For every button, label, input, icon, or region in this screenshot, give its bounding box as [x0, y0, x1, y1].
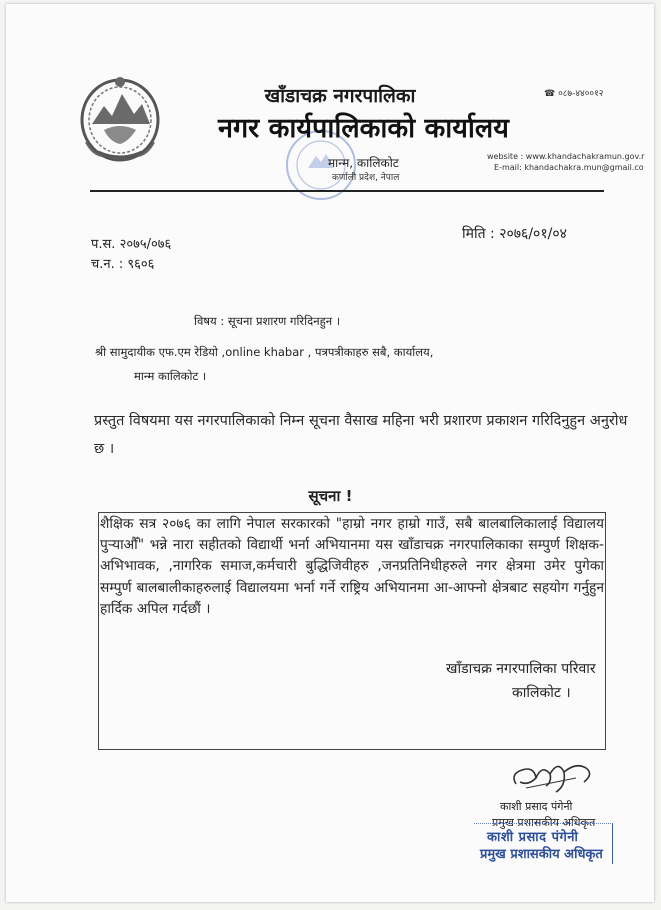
email: E-mail: khandachakra.mun@gmail.co [494, 163, 644, 172]
nepal-emblem-icon [78, 72, 162, 164]
recipient-line-2: मान्म कालिकोट । [134, 369, 207, 383]
phone-number: ☎ ०८७-४४००१२ [544, 89, 604, 99]
letter-date: मिति : २०७६/०१/०४ [462, 226, 567, 242]
patra-sankhya: प.स. २०७५/०७६ [91, 237, 172, 252]
address-line-1: मान्म, कालिकोट [328, 156, 399, 170]
office-name: नगर कार्यपालिकाको कार्यालय [218, 113, 509, 144]
body-paragraph: प्रस्तुत विषयमा यस नगरपालिकाको निम्न सूचना वैसाख महिना भरी प्रशारण प्रकाशन गरिदिनुहुन अनुरोध छ । [94, 413, 628, 457]
stamp-name: काशी प्रसाद पंगेनी [487, 830, 579, 845]
signatory-title: प्रमुख प्रशासकीय अधिकृत [492, 816, 596, 829]
recipient-line-1: श्री सामुदायीक एफ.एम रेडियो ,online khabar , पत्रपत्रीकाहरु सबै, कार्यालय, [95, 345, 434, 359]
signatory-name: काशी प्रसाद पंगेनी [500, 800, 573, 813]
website: website : www.khandachakramun.gov.r [487, 152, 645, 161]
letter-subject: विषय : सूचना प्रशारण गरिदिनहुन । [194, 314, 341, 328]
notice-closing-line-1: खाँडाचक्र नगरपालिका परिवार [446, 661, 596, 677]
chalani-number: च.न. : ९६०६ [91, 257, 155, 272]
municipality-name: खाँडाचक्र नगरपालिका [264, 85, 416, 107]
notice-heading: सूचना ! [308, 487, 353, 505]
notice-closing-line-2: कालिकोट । [512, 685, 571, 701]
signature-icon [506, 756, 602, 796]
address-line-2: कर्णाली प्रदेश, नेपाल [332, 173, 400, 183]
stamp-title: प्रमुख प्रशासकीय अधिकृत [480, 847, 603, 862]
notice-text: शैक्षिक सत्र २०७६ का लागि नेपाल सरकारको "हाम्रो नगर हाम्रो गाउँ, सबै बालबालिकालाई विद्यालय पुऱ्याऔँ" भन्ने नारा सहीतको विद्यार्थी भर्ना अभियानमा यस खाँडाचक्र नगरपालिकाका सम्पुर्ण शिक्षक-अभिभावक, ,नागरिक समाज,कर्मचारी बुद्धिजिवीहरु ,जनप्रतिनिधीहरुले नगर क्षेत्रमा उमेर पुगेका सम्पुर्ण बालबालीकाहरुलाई विद्यालयमा भर्ना गर्ने राष्ट्रिय अभियानमा आ-आफ्नो क्षेत्रबाट सहयोग गर्नुहुन हार्दिक अपिल गर्दछौं । [100, 516, 604, 617]
header-divider [90, 190, 604, 192]
